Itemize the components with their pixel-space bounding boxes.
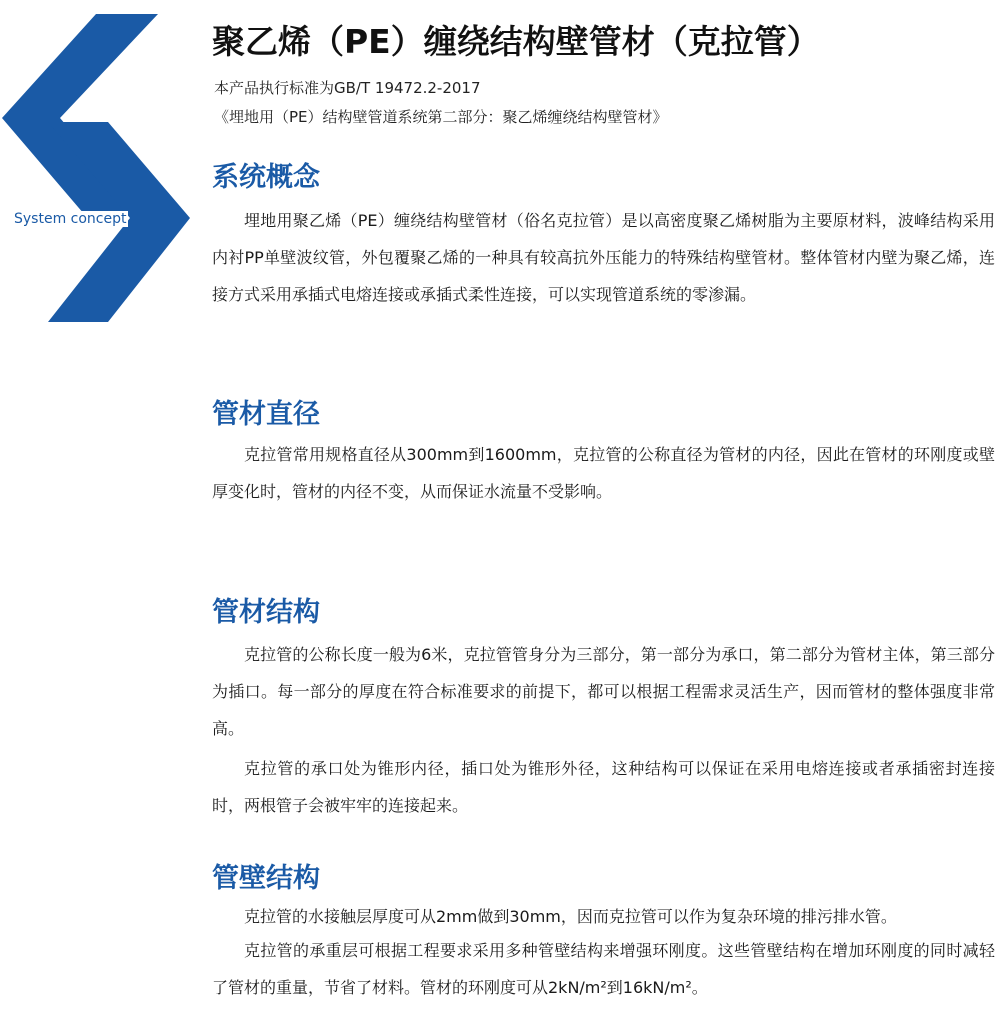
section-paragraph: 克拉管的承口处为锥形内径，插口处为锥形外径，这种结构可以保证在采用电熔连接或者承插密封连接时，两根管子会被牢牢的连接起来。 [212,759,995,815]
section-title-system-concept: 系统概念 [212,162,320,193]
section-paragraph: 克拉管的水接触层厚度可从2mm做到30mm，因而克拉管可以作为复杂环境的排污排水管。 [244,907,897,926]
section-title-pipe-diameter: 管材直径 [212,399,320,430]
page-title: 聚乙烯（PE）缠绕结构壁管材（克拉管） [212,22,820,61]
section-paragraph: 克拉管常用规格直径从300mm到1600mm，克拉管的公称直径为管材的内径，因此在管材的环刚度或壁厚变化时，管材的内径不变，从而保证水流量不受影响。 [212,445,995,501]
standard-number: 本产品执行标准为GB/T 19472.2-2017 [214,79,481,97]
standard-name: 《埋地用（PE）结构壁管道系统第二部分：聚乙烯缠绕结构壁管材》 [214,108,668,126]
section-title-wall-structure: 管壁结构 [212,863,320,894]
logo-label: System concept [14,211,127,227]
logo-chevron-graphic [0,0,200,330]
section-title-pipe-structure: 管材结构 [212,597,320,628]
section-paragraph: 克拉管的承重层可根据工程要求采用多种管壁结构来增强环刚度。这些管壁结构在增加环刚度的同时减轻了管材的重量，节省了材料。管材的环刚度可从2kN/m²到16kN/m²。 [212,941,995,997]
section-paragraph: 克拉管的公称长度一般为6米，克拉管管身分为三部分，第一部分为承口，第二部分为管材主体，第三部分为插口。每一部分的厚度在符合标准要求的前提下，都可以根据工程需求灵活生产，因而管材的整体强度非常高。 [212,645,995,738]
section-paragraph: 埋地用聚乙烯（PE）缠绕结构壁管材（俗名克拉管）是以高密度聚乙烯树脂为主要原材料，波峰结构采用内衬PP单壁波纹管，外包覆聚乙烯的一种具有较高抗外压能力的特殊结构壁管材。整体管材内壁为聚乙烯，连接方式采用承插式电熔连接或承插式柔性连接，可以实现管道系统的零渗漏。 [212,211,995,304]
